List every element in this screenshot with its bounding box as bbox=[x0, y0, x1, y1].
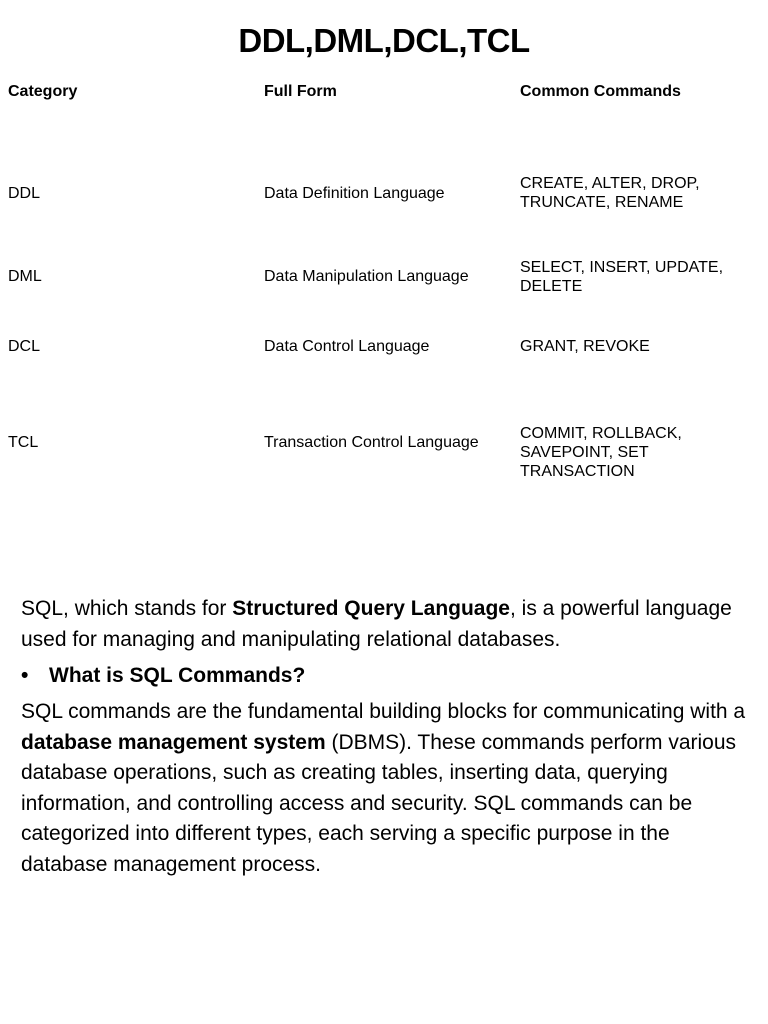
commands-line: TRUNCATE, RENAME bbox=[520, 194, 684, 211]
table-row-commands bbox=[520, 174, 765, 212]
body-paragraph bbox=[21, 697, 756, 880]
commands-line: DELETE bbox=[520, 278, 583, 295]
table-row-commands bbox=[520, 337, 765, 356]
page-title: DDL,DML,DCL,TCL bbox=[238, 22, 530, 59]
intro-text-rest: , is a powerful language used for managing and manipulating relational databases. bbox=[21, 597, 732, 651]
table-row-category: DCL bbox=[8, 338, 41, 355]
bullet-heading bbox=[21, 661, 756, 691]
intro-bold-term: Structured Query Language bbox=[232, 597, 510, 620]
bullet-heading-text: What is SQL Commands? bbox=[49, 664, 306, 687]
table-header-full-form: Full Form bbox=[264, 83, 337, 100]
commands-line: SELECT, INSERT, UPDATE, bbox=[520, 259, 724, 276]
commands-line: SAVEPOINT, SET TRANSACTION bbox=[520, 444, 649, 480]
table-row-category: TCL bbox=[8, 434, 39, 451]
table-row-category: DDL bbox=[8, 185, 41, 202]
table-row-commands bbox=[520, 424, 765, 481]
intro-paragraph bbox=[21, 594, 756, 655]
body-bold-term: database management system bbox=[21, 730, 326, 754]
table-row-full-form: Transaction Control Language bbox=[264, 434, 479, 451]
commands-line: COMMIT, ROLLBACK, bbox=[520, 425, 682, 442]
commands-line: CREATE, ALTER, DROP, bbox=[520, 175, 700, 192]
commands-line: GRANT, REVOKE bbox=[520, 338, 650, 355]
table-row-commands bbox=[520, 258, 765, 296]
bullet-symbol: • bbox=[21, 664, 29, 687]
body-text-rest: (DBMS). These commands perform various database operations, such as creating tables, inserting data, querying information, and controlling access and security. SQL commands can be categorized into different types, each serving a specific purpose in the database management process. bbox=[21, 730, 737, 876]
intro-text: SQL, which stands for bbox=[21, 597, 233, 620]
table-header-common-commands: Common Commands bbox=[520, 83, 681, 100]
table-row-full-form: Data Definition Language bbox=[264, 185, 445, 202]
table-header-category: Category bbox=[8, 83, 78, 100]
table-row-full-form: Data Manipulation Language bbox=[264, 268, 469, 285]
table-row-full-form: Data Control Language bbox=[264, 338, 430, 355]
table-row-category: DML bbox=[8, 268, 42, 285]
body-text: SQL commands are the fundamental building blocks for communicating with a bbox=[21, 700, 746, 723]
